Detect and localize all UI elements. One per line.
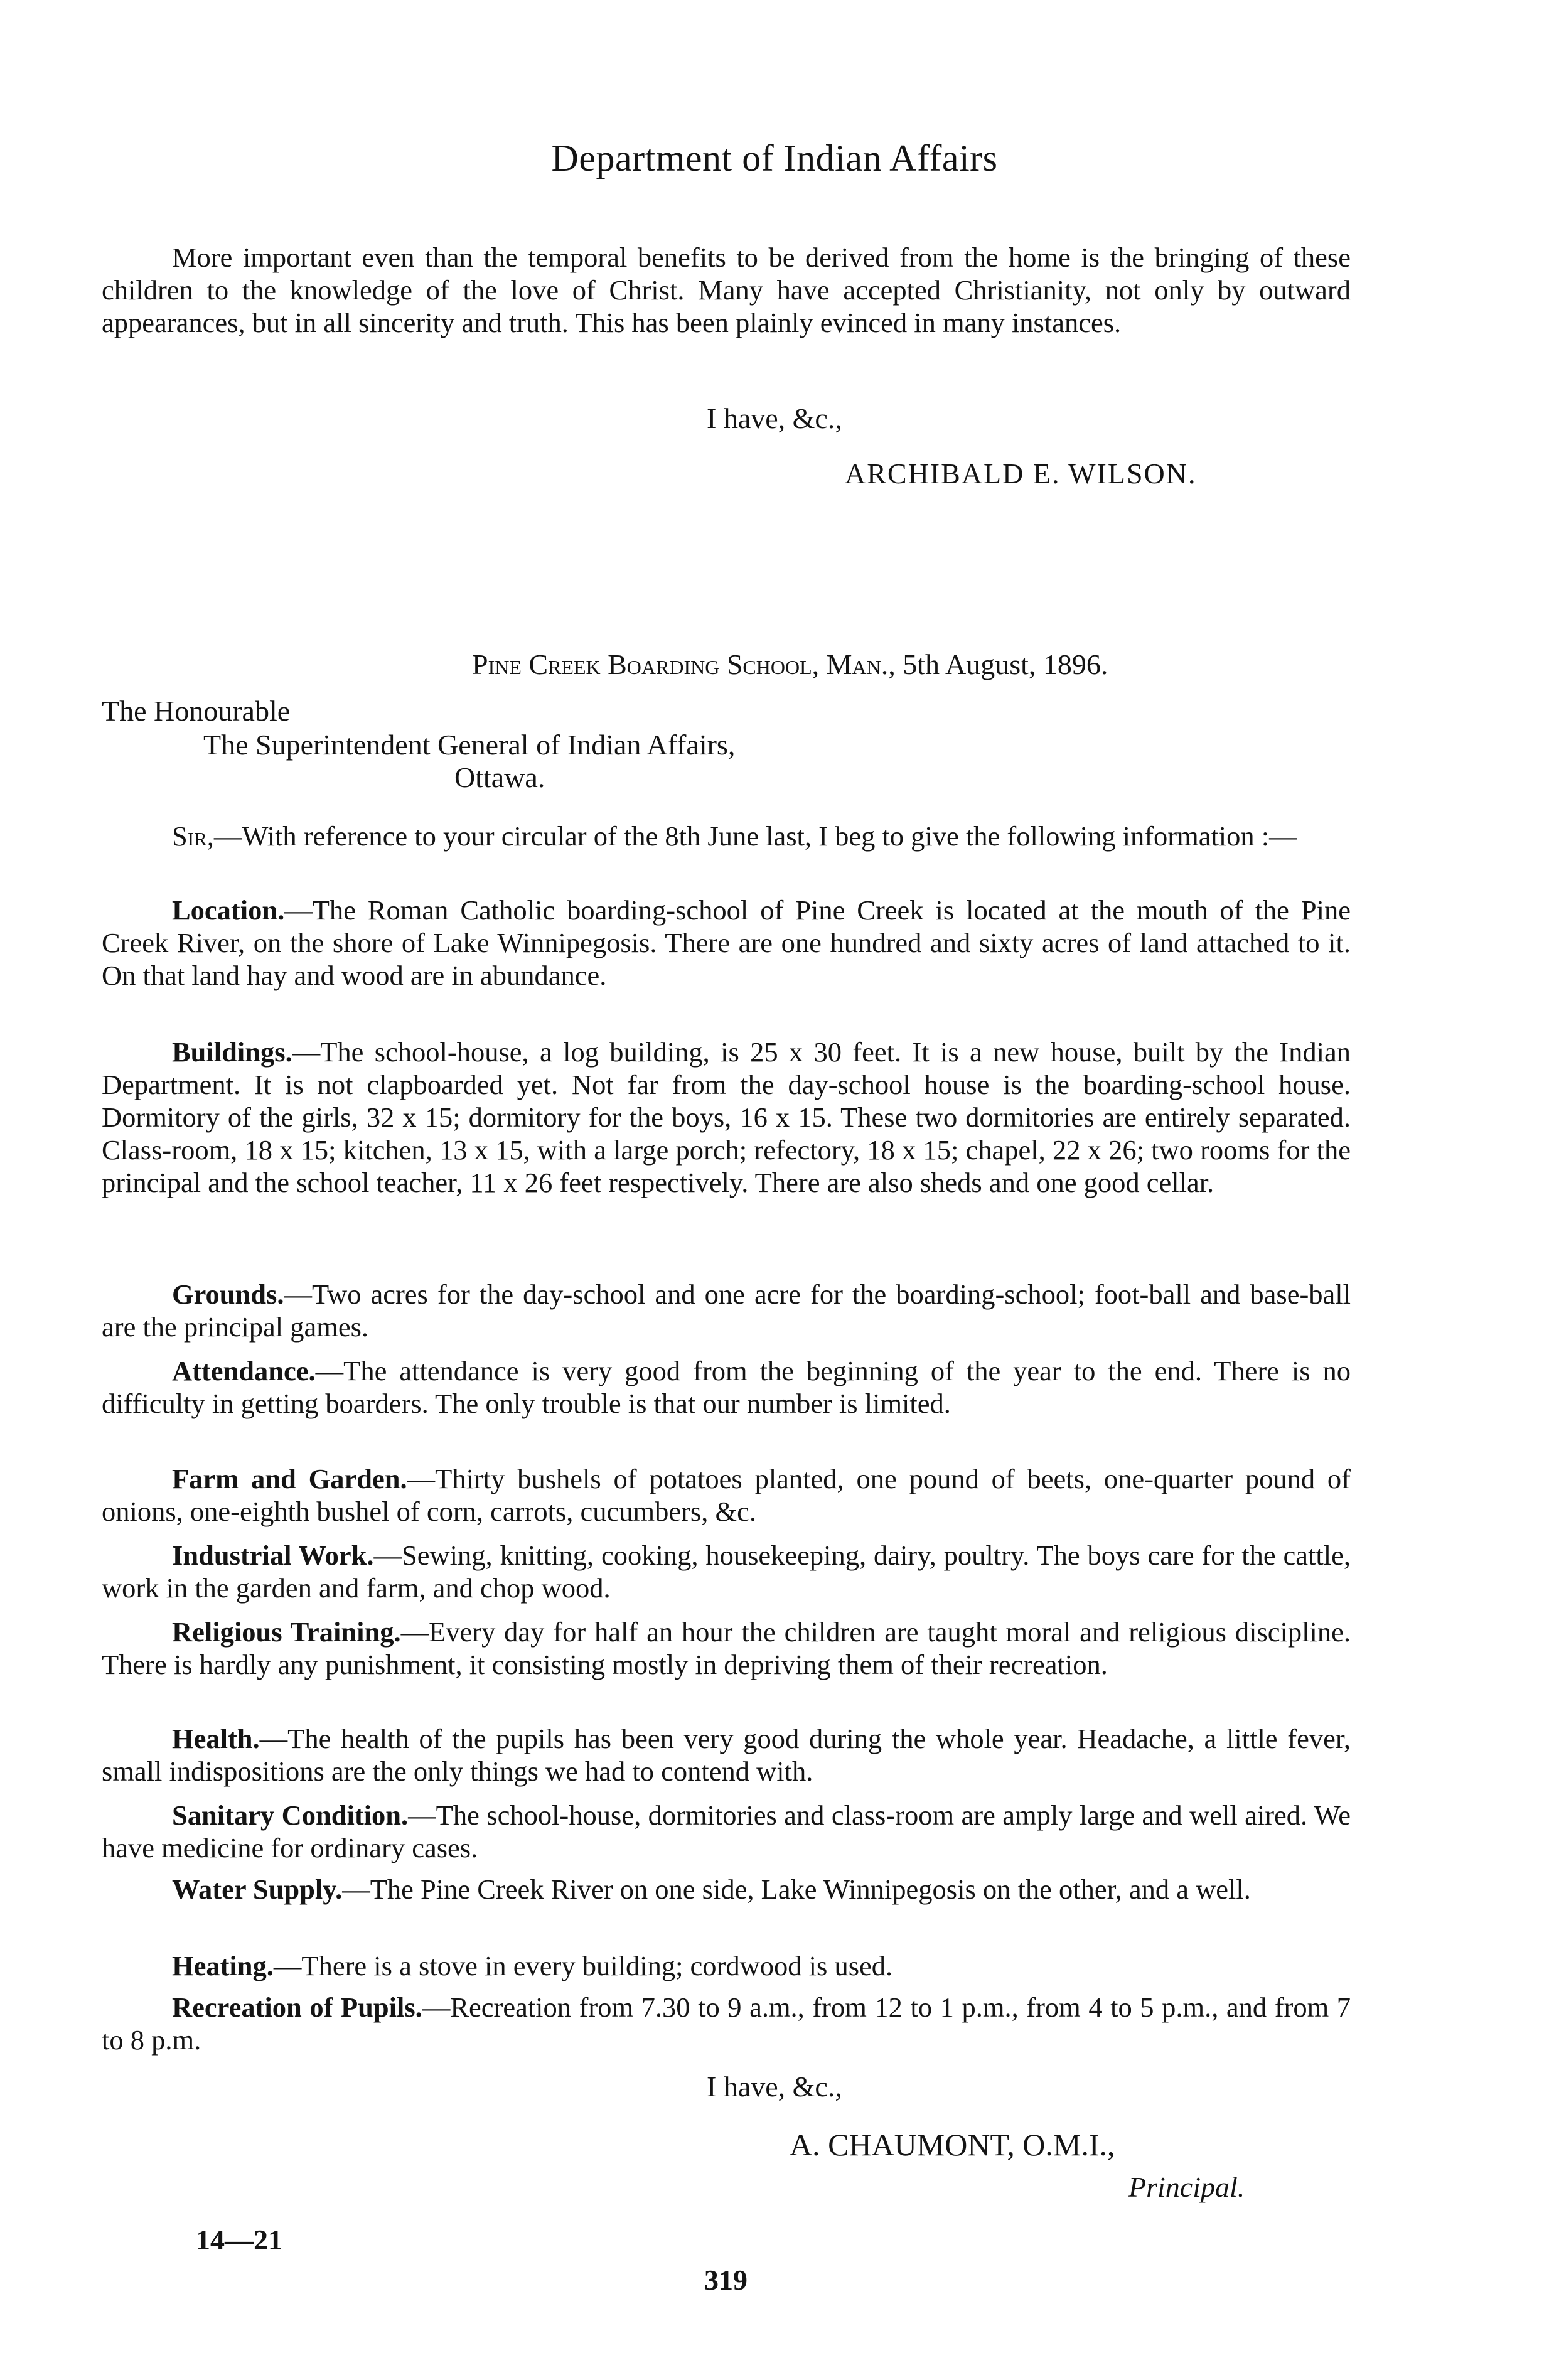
section-health [102, 1722, 1351, 1788]
section-text: —Every day for half an hour the children are taught moral and religious discipline. There is hardly any punishment, it consisting mostly in depriving them of their recreation. [102, 1616, 1351, 1680]
section-grounds [102, 1278, 1351, 1343]
section-heading: Health. [172, 1723, 260, 1754]
section-text: —Recreation from 7.30 to 9 a.m., from 12 to 1 p.m., from 4 to 5 p.m., and from 7 to 8 p.m. [102, 1991, 1351, 2056]
section-heading: Buildings. [172, 1036, 292, 1068]
section-water-supply [102, 1873, 1351, 1906]
section-recreation [102, 1991, 1351, 2056]
section-heating [102, 1949, 1351, 1982]
letter2-title: Principal. [1128, 2171, 1245, 2203]
letter1-signature: ARCHIBALD E. WILSON. [845, 458, 1197, 490]
page-number: 319 [704, 2264, 748, 2296]
dateline-date: 5th August, 1896. [903, 648, 1108, 680]
section-heading: Heating. [172, 1950, 274, 1981]
section-buildings [102, 1036, 1351, 1199]
section-heading: Industrial Work. [172, 1540, 374, 1571]
letter1-closing: I have, &c., [707, 402, 842, 434]
section-heading: Location. [172, 894, 285, 926]
section-text: —The school-house, dormitories and class-room are amply large and well aired. We have medicine for ordinary cases. [102, 1799, 1351, 1863]
address-line-1: The Honourable [102, 695, 291, 727]
section-heading: Recreation of Pupils. [172, 1991, 422, 2023]
section-text: —There is a stove in every building; cordwood is used. [273, 1950, 893, 1981]
signature-mark: 14—21 [196, 2224, 282, 2256]
section-text: —Sewing, knitting, cooking, housekeeping, dairy, poultry. The boys care for the cattle, work in the garden and farm, and chop wood. [102, 1540, 1351, 1604]
address-line-2: The Superintendent General of Indian Affairs, [203, 729, 736, 761]
section-text: —The Pine Creek River on one side, Lake Winnipegosis on the other, and a well. [342, 1873, 1251, 1905]
intro-text: —With reference to your circular of the 8th June last, I beg to give the following information :— [213, 820, 1297, 852]
letter2-signature: A. CHAUMONT, O.M.I., [790, 2127, 1115, 2162]
section-text: —The school-house, a log building, is 25 x 30 feet. It is a new house, built by the Indian Department. It is not clapboarded yet. Not far from the day-school house is the boarding-school house. Dormitory of the girls, 32 x 15; dormitory for the boys, 16 x 15. These two dormitories are entirely separated. Class-room, 18 x 15; kitchen, 13 x 15, with a large porch; refectory, 18 x 15; chapel, 22 x 26; two rooms for the principal and the school teacher, 11 x 26 feet respectively. There are also sheds and one good cellar. [102, 1036, 1351, 1198]
section-text: —The Roman Catholic boarding-school of Pine Creek is located at the mouth of the Pine Creek River, on the shore of Lake Winnipegosis. There are one hundred and sixty acres of land attached to it. On that land hay and wood are in abundance. [102, 894, 1351, 991]
section-industrial-work [102, 1539, 1351, 1604]
section-location [102, 894, 1351, 992]
letter2-dateline [472, 648, 1108, 681]
section-farm-garden [102, 1462, 1351, 1528]
letter1-paragraph: More important even than the temporal benefits to be derived from the home is the bringing of these children to the knowledge of the love of Christ. Many have accepted Christianity, not only by outward appearances, but in all sincerity and truth. This has been plainly evinced in many instances. [102, 242, 1351, 338]
section-text: —Two acres for the day-school and one acre for the boarding-school; foot-ball and base-ball are the principal games. [102, 1278, 1351, 1343]
section-heading: Grounds. [172, 1278, 284, 1310]
salutation-paragraph [102, 820, 1351, 852]
section-heading: Water Supply. [172, 1873, 343, 1905]
section-text: —The health of the pupils has been very good during the whole year. Headache, a little fever, small indispositions are the only things we had to contend with. [102, 1723, 1351, 1787]
section-heading: Attendance. [172, 1355, 316, 1386]
section-religious-training [102, 1616, 1351, 1681]
section-text: —Thirty bushels of potatoes planted, one pound of beets, one-quarter pound of onions, one-eighth bushel of corn, carrots, cucumbers, &c. [102, 1463, 1351, 1527]
letter2-closing: I have, &c., [707, 2071, 842, 2103]
section-sanitary-condition [102, 1799, 1351, 1864]
section-heading: Sanitary Condition. [172, 1799, 409, 1831]
salutation: Sir, [172, 820, 214, 852]
section-text: —The attendance is very good from the beginning of the year to the end. There is no difficulty in getting boarders. The only trouble is that our number is limited. [102, 1355, 1351, 1419]
section-heading: Farm and Garden. [172, 1463, 407, 1494]
address-line-3: Ottawa. [454, 761, 545, 793]
section-attendance [102, 1354, 1351, 1420]
dateline-place: Pine Creek Boarding School, Man., [472, 648, 896, 680]
section-heading: Religious Training. [172, 1616, 401, 1648]
page-header: Department of Indian Affairs [551, 137, 998, 179]
